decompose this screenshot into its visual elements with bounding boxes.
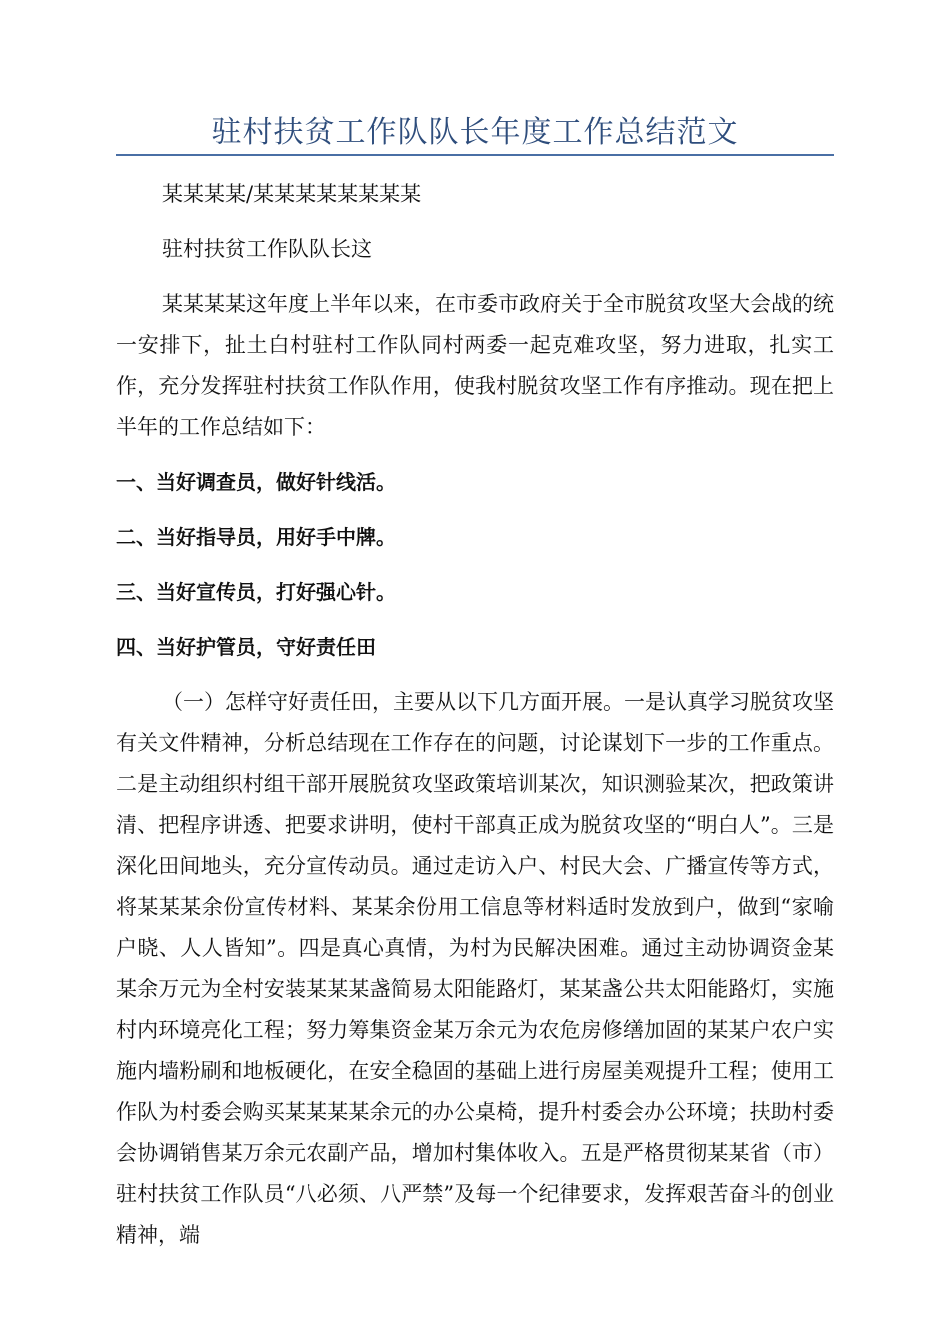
document-body [116, 174, 834, 1256]
section-heading-2: 二、当好指导员，用好手中牌。 [116, 525, 396, 549]
section-paragraph: （一）怎样守好责任田，主要从以下几方面开展。一是认真学习脱贫攻坚有关文件精神，分析总结现在工作存在的问题，讨论谋划下一步的工作重点。二是主动组织村组干部开展脱贫攻坚政策培训某次，知识测验某次，把政策讲清、把程序讲透、把要求讲明，使村干部真正成为脱贫攻坚的“明白人”。三是深化田间地头，充分宣传动员。通过走访入户、村民大会、广播宣传等方式，将某某某余份宣传材料、某某余份用工信息等材料适时发放到户，做到“家喻户晓、人人皆知”。四是真心真情，为村为民解决困难。通过主动协调资金某某余万元为全村安装某某某盏简易太阳能路灯，某某盏公共太阳能路灯，实施村内环境亮化工程；努力筹集资金某万余元为农危房修缮加固的某某户农户实施内墙粉刷和地板硬化，在安全稳固的基础上进行房屋美观提升工程；使用工作队为村委会购买某某某某余元的办公桌椅，提升村委会办公环境；扶助村委会协调销售某万余元农副产品，增加村集体收入。五是严格贯彻某某省（市）驻村扶贫工作队员“八必须、八严禁”及每一个纪律要求，发挥艰苦奋斗的创业精神，端 [116, 690, 834, 1247]
section-heading-1: 一、当好调查员，做好针线活。 [116, 470, 396, 494]
section-heading-3: 三、当好宣传员，打好强心针。 [116, 580, 396, 604]
document-title: 驻村扶贫工作队队长年度工作总结范文 [211, 115, 739, 150]
subtitle-line: 驻村扶贫工作队队长这 [162, 237, 372, 261]
section-heading-4: 四、当好护管员，守好责任田 [116, 635, 376, 659]
intro-paragraph: 某某某某这年度上半年以来，在市委市政府关于全市脱贫攻坚大会战的统一安排下，扯土白村驻村工作队同村两委一起克难攻坚，努力进取，扎实工作，充分发挥驻村扶贫工作队作用，使我村脱贫攻坚工作有序推动。现在把上半年的工作总结如下： [116, 292, 834, 439]
author-line: 某某某某/某某某某某某某某 [162, 182, 422, 206]
title-underline [116, 154, 834, 156]
